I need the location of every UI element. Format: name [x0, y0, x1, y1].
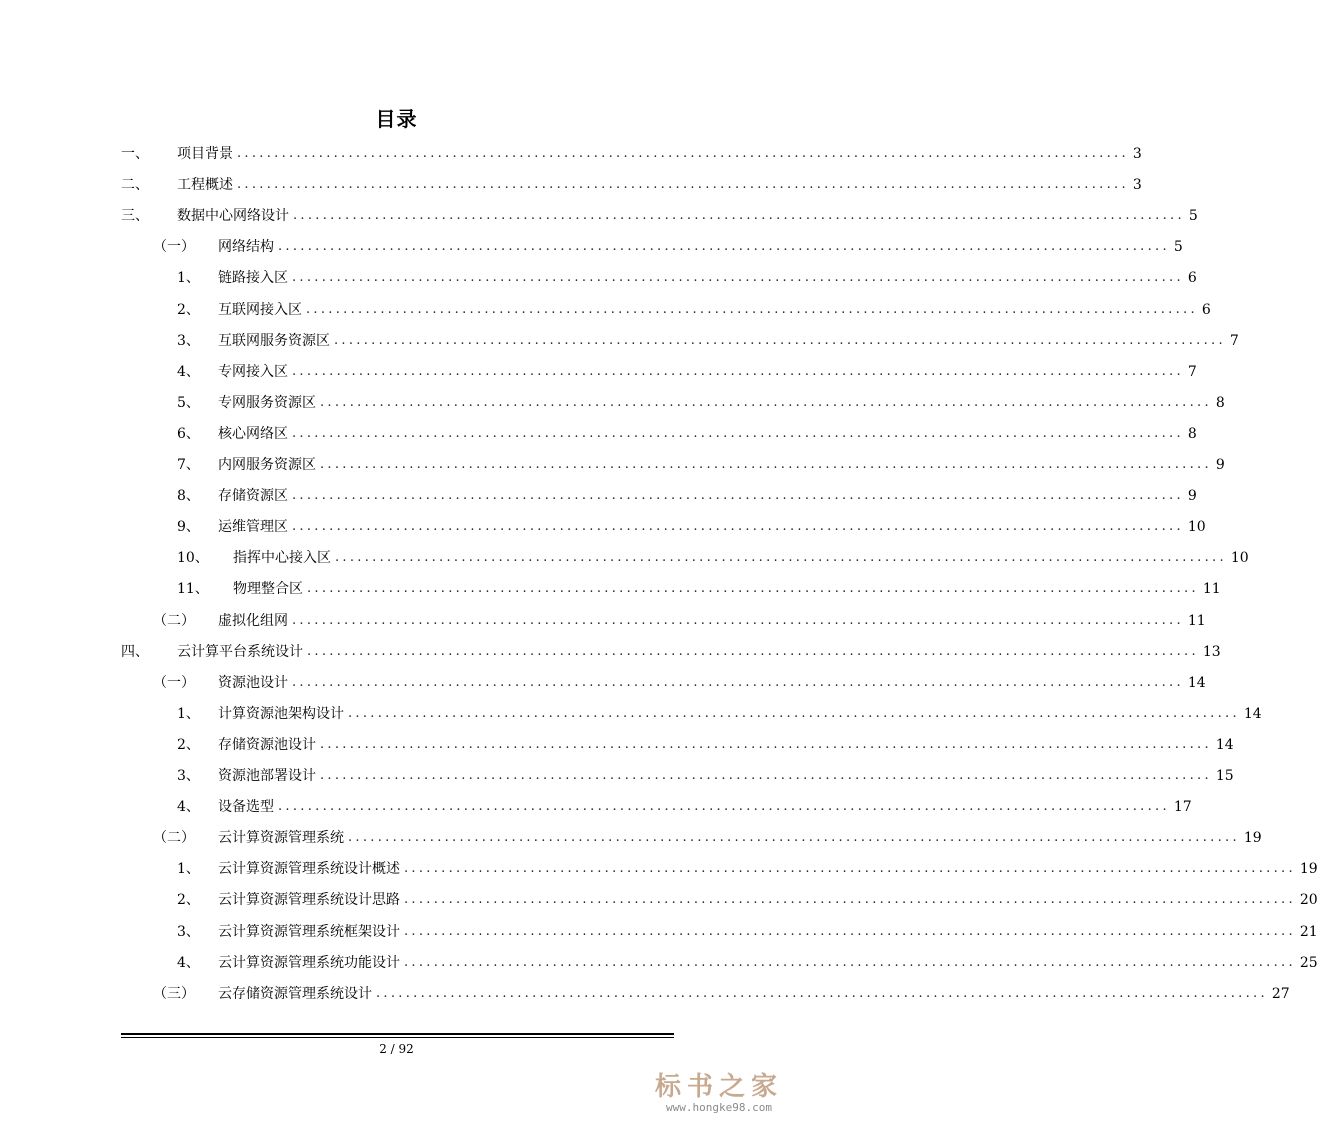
page-indicator: 2 / 92: [379, 1042, 414, 1056]
toc-leader-dots: ........................................................................................................................: [237, 177, 1129, 193]
toc-entry-label[interactable]: 核心网络区: [218, 425, 288, 442]
toc-leader-dots: ........................................................................................................................: [292, 488, 1184, 504]
toc-entry[interactable]: [0, 393, 1225, 413]
toc-entry-number: 二、: [121, 177, 149, 194]
toc-entry-label[interactable]: 云计算资源管理系统: [218, 830, 344, 847]
toc-entry[interactable]: [0, 642, 1221, 662]
toc-entry[interactable]: [0, 766, 1234, 786]
toc-leader-dots: ........................................................................................................................: [348, 705, 1240, 721]
toc-entry-page: 19: [1243, 830, 1262, 847]
toc-entry[interactable]: [0, 797, 1192, 817]
toc-entry-page: 19: [1299, 861, 1318, 878]
toc-leader-dots: ........................................................................................................................: [307, 581, 1199, 597]
toc-entry-label[interactable]: 设备选型: [218, 799, 274, 816]
toc-entry-label[interactable]: 专网服务资源区: [218, 394, 316, 411]
footer-rule-thick: [121, 1033, 674, 1035]
toc-entry[interactable]: [0, 175, 1142, 195]
toc-entry-number: 1、: [177, 705, 200, 722]
toc-leader-dots: ........................................................................................................................: [348, 830, 1240, 846]
toc-entry-label[interactable]: 物理整合区: [233, 581, 303, 598]
toc-entry-label[interactable]: 运维管理区: [218, 519, 288, 536]
toc-entry-number: 5、: [177, 394, 200, 411]
toc-entry-label[interactable]: 工程概述: [177, 177, 233, 194]
watermark-url: www.hongke98.com: [666, 1101, 772, 1114]
toc-entry-page: 3: [1132, 146, 1142, 162]
toc-entry[interactable]: [0, 611, 1206, 631]
toc-entry-page: 5: [1173, 239, 1183, 256]
toc-entry[interactable]: [0, 579, 1221, 599]
toc-entry[interactable]: [0, 268, 1197, 288]
toc-entry-number: 4、: [177, 363, 200, 380]
toc-leader-dots: ........................................................................................................................: [320, 736, 1212, 752]
toc-entry-label[interactable]: 指挥中心接入区: [233, 550, 331, 567]
toc-entry[interactable]: [0, 206, 1198, 226]
toc-entry[interactable]: [0, 922, 1318, 942]
toc-entry-label[interactable]: 内网服务资源区: [218, 457, 316, 473]
toc-leader-dots: ........................................................................................................................: [306, 301, 1198, 317]
toc-entry-label[interactable]: 存储资源池设计: [218, 736, 316, 753]
toc-entry[interactable]: [0, 953, 1318, 973]
footer-rule-thin: [121, 1037, 674, 1038]
toc-entry-label[interactable]: 虚拟化组网: [218, 612, 288, 629]
toc-entry-label[interactable]: 数据中心网络设计: [177, 208, 289, 225]
toc-entry-number: （二）: [153, 612, 195, 629]
toc-leader-dots: ........................................................................................................................: [335, 550, 1227, 566]
toc-entry-page: 10: [1230, 550, 1249, 567]
toc-entry-page: 9: [1187, 488, 1197, 505]
toc-entry-label[interactable]: 互联网接入区: [218, 301, 302, 318]
toc-title: 目录: [375, 107, 418, 131]
toc-leader-dots: ........................................................................................................................: [292, 270, 1184, 286]
toc-entry-number: 2、: [177, 736, 200, 753]
toc-entry-label[interactable]: 资源池部署设计: [218, 768, 316, 784]
toc-entry-page: 10: [1187, 519, 1206, 536]
toc-leader-dots: ........................................................................................................................: [320, 394, 1212, 410]
toc-entry-number: 4、: [177, 799, 200, 816]
toc-entry-label[interactable]: 云存储资源管理系统设计: [218, 985, 372, 1002]
toc-leader-dots: ........................................................................................................................: [307, 643, 1199, 659]
toc-leader-dots: ........................................................................................................................: [292, 674, 1184, 690]
toc-entry[interactable]: [0, 828, 1262, 848]
toc-leader-dots: ........................................................................................................................: [320, 457, 1212, 472]
toc-leader-dots: ........................................................................................................................: [320, 768, 1212, 783]
toc-entry-page: 6: [1187, 270, 1197, 287]
toc-entry-number: （一）: [153, 239, 195, 256]
toc-entry-page: 11: [1202, 581, 1221, 598]
toc-entry-number: 2、: [177, 892, 200, 909]
toc-entry-label[interactable]: 云计算平台系统设计: [177, 643, 303, 660]
toc-leader-dots: ........................................................................................................................: [237, 146, 1129, 161]
toc-entry-page: 9: [1215, 457, 1225, 473]
toc-entry[interactable]: [0, 704, 1262, 724]
toc-entry[interactable]: [0, 486, 1197, 506]
toc-leader-dots: ........................................................................................................................: [334, 332, 1226, 348]
toc-entry-number: 7、: [177, 457, 200, 473]
toc-entry-page: 20: [1299, 892, 1318, 909]
toc-entry-number: 3、: [177, 332, 200, 349]
toc-leader-dots: ........................................................................................................................: [292, 363, 1184, 379]
toc-entry[interactable]: [0, 237, 1183, 257]
toc-entry-label[interactable]: 云计算资源管理系统设计概述: [218, 861, 400, 878]
toc-entry-number: 11、: [177, 581, 209, 598]
toc-entry-page: 8: [1215, 394, 1225, 411]
toc-entry-number: 10、: [177, 550, 209, 567]
toc-leader-dots: ........................................................................................................................: [404, 923, 1296, 939]
toc-entry-page: 15: [1215, 768, 1234, 784]
toc-entry-number: 9、: [177, 519, 200, 536]
toc-entry[interactable]: [0, 735, 1234, 755]
toc-entry-page: 7: [1229, 332, 1239, 349]
toc-entry-label[interactable]: 云计算资源管理系统设计思路: [218, 892, 400, 909]
toc-entry-number: （二）: [153, 830, 195, 847]
toc-leader-dots: ........................................................................................................................: [376, 985, 1268, 1001]
toc-entry[interactable]: [0, 673, 1206, 693]
toc-entry-number: 4、: [177, 954, 200, 971]
toc-entry-number: 3、: [177, 923, 200, 940]
toc-entry-page: 8: [1187, 425, 1197, 442]
toc-entry-label[interactable]: 链路接入区: [218, 270, 288, 287]
toc-entry-number: 1、: [177, 270, 200, 287]
toc-entry-page: 14: [1243, 705, 1262, 722]
toc-entry-page: 3: [1132, 177, 1142, 194]
toc-entry-label[interactable]: 网络结构: [218, 239, 274, 256]
toc-entry-label[interactable]: 项目背景: [177, 146, 233, 162]
toc-entry-page: 5: [1188, 208, 1198, 225]
toc-entry-page: 7: [1187, 363, 1197, 380]
watermark-brand: 标书之家: [654, 1072, 783, 1102]
toc-leader-dots: ........................................................................................................................: [278, 799, 1170, 815]
toc-entry-page: 14: [1187, 674, 1206, 691]
toc-entry-number: 2、: [177, 301, 200, 318]
toc-leader-dots: ........................................................................................................................: [278, 239, 1170, 255]
toc-entry-page: 17: [1173, 799, 1192, 816]
toc-entry-label[interactable]: 互联网服务资源区: [218, 332, 330, 349]
toc-entry-label[interactable]: 资源池设计: [218, 674, 288, 691]
toc-entry-page: 14: [1215, 736, 1234, 753]
toc-entry-number: 1、: [177, 861, 200, 878]
toc-leader-dots: ........................................................................................................................: [404, 892, 1296, 908]
toc-entry-label[interactable]: 计算资源池架构设计: [218, 705, 344, 722]
toc-entry-number: 3、: [177, 768, 200, 784]
toc-entry-number: 一、: [121, 146, 149, 162]
toc-leader-dots: ........................................................................................................................: [292, 612, 1184, 628]
toc-leader-dots: ........................................................................................................................: [404, 954, 1296, 970]
toc-entry[interactable]: [0, 424, 1197, 444]
toc-entry-number: 三、: [121, 208, 149, 225]
toc-entry-page: 27: [1271, 985, 1290, 1002]
toc-entry[interactable]: [0, 455, 1225, 475]
toc-entry[interactable]: [0, 517, 1206, 537]
toc-entry-number: （三）: [153, 985, 195, 1002]
toc-entry-label[interactable]: 专网接入区: [218, 363, 288, 380]
toc-entry-number: （一）: [153, 674, 195, 691]
toc-entry-page: 25: [1299, 954, 1318, 971]
toc-entry-page: 6: [1201, 301, 1211, 318]
toc-entry-page: 21: [1299, 923, 1318, 940]
toc-leader-dots: ........................................................................................................................: [292, 519, 1184, 535]
toc-leader-dots: ........................................................................................................................: [293, 208, 1185, 224]
toc-entry[interactable]: [0, 890, 1318, 910]
toc-entry-number: 8、: [177, 488, 200, 505]
toc-entry[interactable]: [0, 331, 1239, 351]
toc-entry-label[interactable]: 云计算资源管理系统功能设计: [218, 954, 400, 971]
toc-entry-label[interactable]: 云计算资源管理系统框架设计: [218, 923, 400, 940]
toc-entry[interactable]: [0, 548, 1249, 568]
toc-entry-page: 11: [1187, 612, 1206, 629]
toc-leader-dots: ........................................................................................................................: [404, 861, 1296, 877]
toc-entry[interactable]: [0, 144, 1142, 164]
toc-entry-number: 6、: [177, 425, 200, 442]
toc-entry[interactable]: [0, 984, 1290, 1004]
toc-leader-dots: ........................................................................................................................: [292, 425, 1184, 441]
toc-entry-number: 四、: [121, 643, 149, 660]
toc-entry-page: 13: [1202, 643, 1221, 660]
toc-entry[interactable]: [0, 362, 1197, 382]
toc-entry[interactable]: [0, 859, 1318, 879]
toc-entry-label[interactable]: 存储资源区: [218, 488, 288, 505]
toc-entry[interactable]: [0, 300, 1211, 320]
watermark: [655, 1066, 783, 1114]
